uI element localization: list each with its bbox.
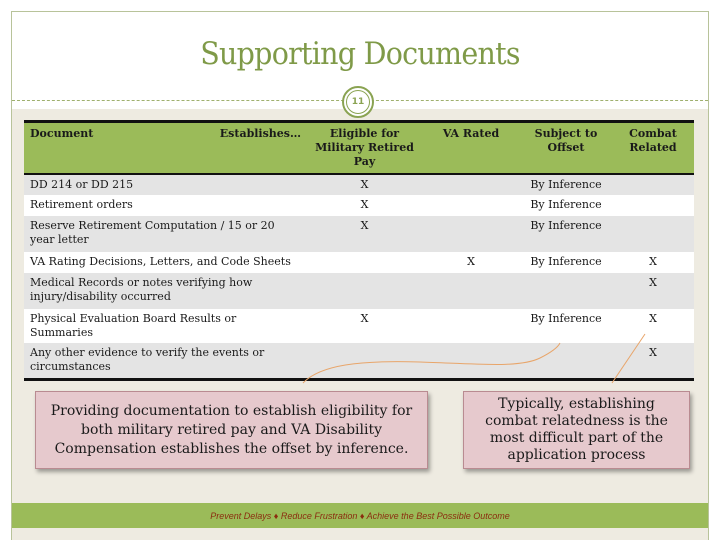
header-eligible: Eligible for Military Retired Pay — [307, 122, 422, 175]
cell-offset: By Inference — [520, 252, 612, 273]
cell-offset: By Inference — [520, 309, 612, 343]
header-combat: Combat Related — [612, 122, 694, 175]
cell-combat: X — [612, 252, 694, 273]
offset-inference-callout — [35, 391, 428, 469]
cell-document: Physical Evaluation Board Results or Summaries — [24, 309, 307, 343]
header-document-label: Document — [30, 127, 94, 140]
header-va-rated: VA Rated — [422, 122, 520, 175]
cell-eligible: X — [307, 309, 422, 343]
cell-combat: X — [612, 309, 694, 343]
header-establishes-label: Establishes… — [219, 127, 301, 140]
cell-document: DD 214 or DD 215 — [24, 174, 307, 195]
cell-eligible: X — [307, 174, 422, 195]
cell-combat: X — [612, 273, 694, 309]
cell-document: Medical Records or notes verifying how injury/disability occurred — [24, 273, 307, 309]
footer-tagline: Prevent Delays ♦ Reduce Frustration ♦ Achieve the Best Possible Outcome — [210, 510, 510, 521]
cell-document: Reserve Retirement Computation / 15 or 20 year letter — [24, 216, 307, 252]
cell-va-rated: X — [422, 252, 520, 273]
page-number: 11 — [346, 90, 370, 114]
cell-combat: X — [612, 343, 694, 379]
header-offset: Subject to Offset — [520, 122, 612, 175]
offset-inference-text: Providing documentation to establish eligibility for both military retired pay and VA Disability Compensation establishes the offset by inference. — [50, 402, 413, 457]
combat-related-callout — [463, 391, 690, 469]
cell-eligible: X — [307, 216, 422, 252]
cell-offset: By Inference — [520, 216, 612, 252]
cell-eligible: X — [307, 195, 422, 216]
cell-offset: By Inference — [520, 174, 612, 195]
footer-banner — [12, 503, 708, 528]
cell-document: VA Rating Decisions, Letters, and Code Sheets — [24, 252, 307, 273]
cell-document: Retirement orders — [24, 195, 307, 216]
combat-related-text: Typically, establishing combat relatedness is the most difficult part of the application process — [485, 396, 668, 463]
slide-title: Supporting Documents — [200, 36, 520, 72]
cell-offset: By Inference — [520, 195, 612, 216]
cell-document: Any other evidence to verify the events or circumstances — [24, 343, 307, 379]
